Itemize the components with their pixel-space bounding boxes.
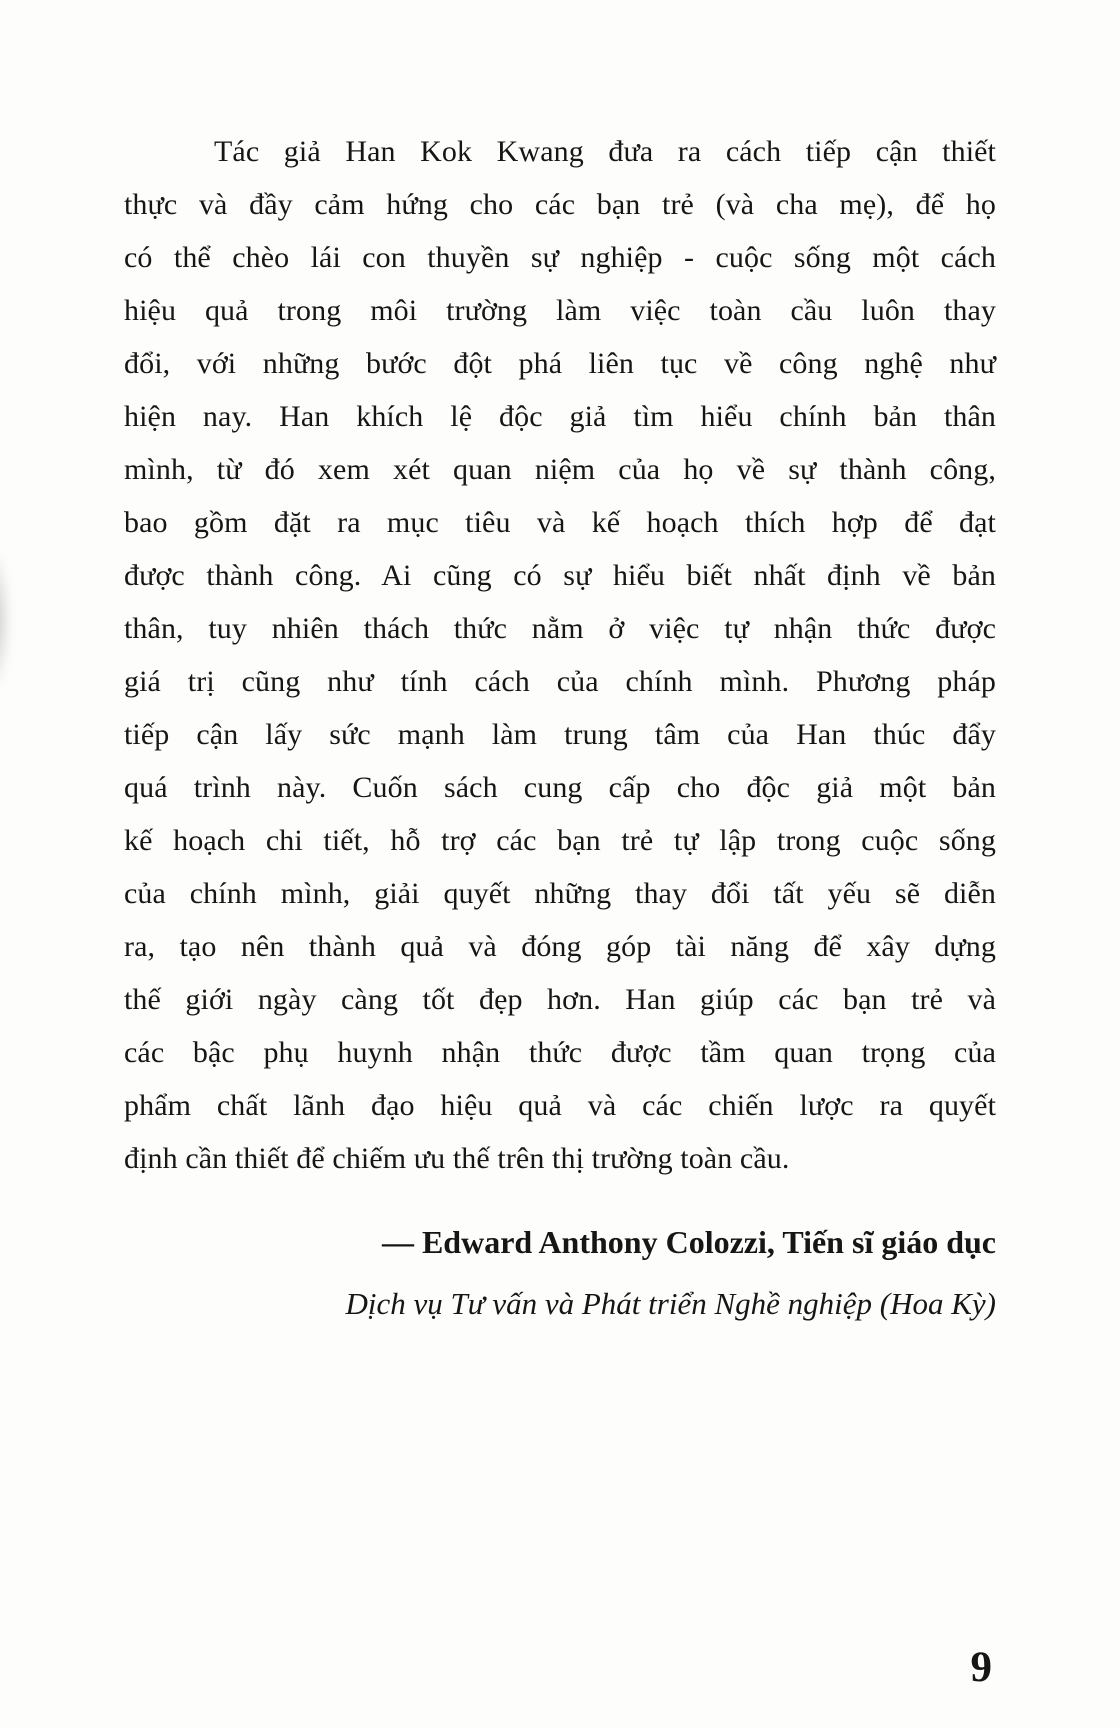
- scan-edge-smudge: [0, 545, 12, 695]
- paragraph-line: đổi, với những bước đột phá liên tục về công nghệ như: [124, 347, 996, 380]
- paragraph-line: các bậc phụ huynh nhận thức được tầm quan trọng của: [124, 1036, 996, 1069]
- paragraph-line: mình, từ đó xem xét quan niệm của họ về sự thành công,: [124, 453, 996, 486]
- attribution-author: — Edward Anthony Colozzi, Tiến sĩ giáo dục: [381, 1224, 996, 1260]
- paragraph-line: giá trị cũng như tính cách của chính mình. Phương pháp: [124, 665, 996, 698]
- paragraph-line: của chính mình, giải quyết những thay đổi tất yếu sẽ diễn: [124, 877, 996, 910]
- paragraph-line: tiếp cận lấy sức mạnh làm trung tâm của Han thúc đẩy: [124, 718, 996, 751]
- paragraph-line: ra, tạo nên thành quả và đóng góp tài năng để xây dựng: [124, 930, 996, 963]
- paragraph-line: quá trình này. Cuốn sách cung cấp cho độc giả một bản: [124, 771, 996, 804]
- paragraph-line: thực và đầy cảm hứng cho các bạn trẻ (và cha mẹ), để họ: [124, 188, 996, 221]
- paragraph-line: được thành công. Ai cũng có sự hiểu biết nhất định về bản: [124, 559, 996, 592]
- paragraph-line: Tác giả Han Kok Kwang đưa ra cách tiếp cận thiết: [214, 135, 996, 168]
- paragraph-line: hiện nay. Han khích lệ độc giả tìm hiểu chính bản thân: [124, 400, 996, 433]
- paragraph-line: thế giới ngày càng tốt đẹp hơn. Han giúp các bạn trẻ và: [124, 983, 996, 1016]
- paragraph-line: hiệu quả trong môi trường làm việc toàn cầu luôn thay: [124, 294, 996, 327]
- paragraph-line: bao gồm đặt ra mục tiêu và kế hoạch thích hợp để đạt: [124, 506, 996, 539]
- page-number: 9: [970, 1644, 992, 1691]
- paragraph-line: phẩm chất lãnh đạo hiệu quả và các chiến lược ra quyết: [124, 1089, 996, 1122]
- paragraph-line: thân, tuy nhiên thách thức nằm ở việc tự nhận thức được: [124, 612, 996, 645]
- paragraph-line: kế hoạch chi tiết, hỗ trợ các bạn trẻ tự lập trong cuộc sống: [124, 824, 996, 857]
- paragraph-line: có thể chèo lái con thuyền sự nghiệp - cuộc sống một cách: [124, 241, 996, 274]
- page-text-block: [124, 125, 996, 1325]
- attribution-affiliation: Dịch vụ Tư vấn và Phát triển Nghề nghiệp (Hoa Kỳ): [345, 1286, 996, 1321]
- paragraph-line: định cần thiết để chiếm ưu thế trên thị trường toàn cầu.: [124, 1142, 790, 1175]
- review-paragraph: [124, 125, 996, 1185]
